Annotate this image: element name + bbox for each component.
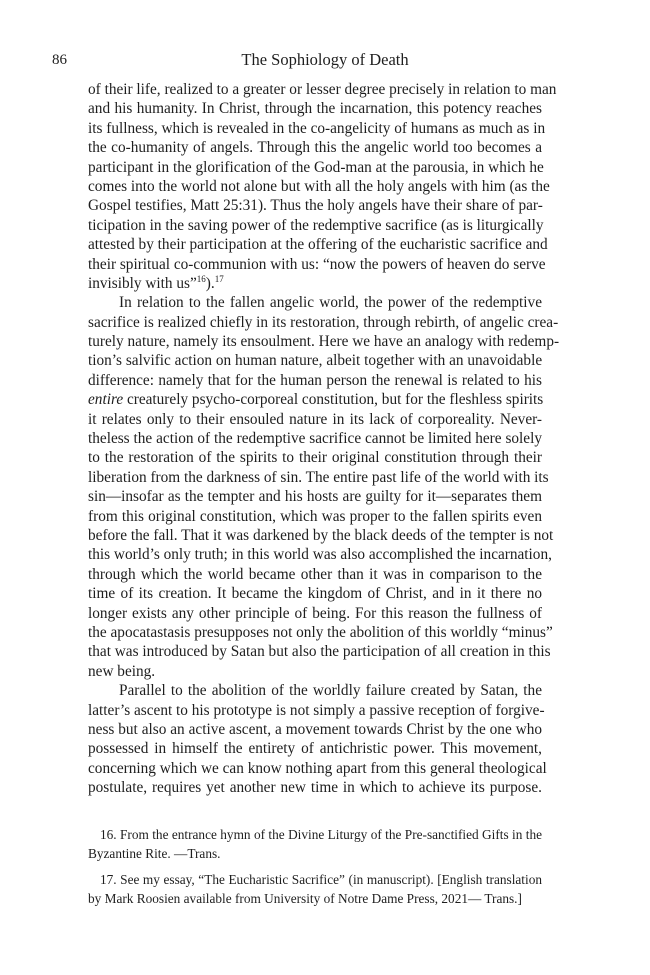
text-span: ). <box>205 274 215 292</box>
footnote-16 <box>88 826 542 863</box>
text-line: ticipation in the saving power of the redemptive sacrifice (as is liturgically <box>88 216 544 234</box>
text-line: attested by their participation at the offering of the eucharistic sacrifice and <box>88 236 548 254</box>
text-line: it relates only to their ensouled nature in its lack of corporeality. Never- <box>88 410 542 428</box>
paragraph-1 <box>88 80 557 293</box>
text-line: this world’s only truth; in this world was also accomplished the incarnation, <box>88 546 552 564</box>
text-line: its fullness, which is revealed in the co-angelicity of humans as much as in <box>88 119 546 137</box>
footnote-17 <box>88 871 542 908</box>
text-line: longer exists any other principle of being. For this reason the fullness of <box>88 604 542 622</box>
text-line <box>88 274 542 293</box>
text-line: Parallel to the abolition of the worldly failure created by Satan, the <box>119 682 542 700</box>
text-line: of their life, realized to a greater or lesser degree precisely in relation to man <box>88 81 557 98</box>
footnote-line: by Mark Roosien available from University of Notre Dame Press, 2021— Trans.] <box>88 890 522 906</box>
footnote-line: 16. From the entrance hymn of the Divine Liturgy of the Pre-sanctified Gifts in the <box>100 827 542 842</box>
text-line: their spiritual co-communion with us: “now the powers of heaven do serve <box>88 255 546 273</box>
text-line: from this original constitution, which was proper to the fallen spirits even <box>88 507 542 525</box>
text-line: theless the action of the redemptive sacrifice cannot be limited here solely <box>88 430 542 448</box>
footnote-ref-17[interactable]: 17 <box>214 273 224 284</box>
text-line: In relation to the fallen angelic world, the power of the redemptive <box>119 294 542 312</box>
footnote-line: Byzantine Rite. —Trans. <box>88 845 221 861</box>
text-line: tion’s salvific action on human nature, albeit together with an unavoidable <box>88 352 543 370</box>
text-line: participant in the glorification of the God-man at the parousia, in which he <box>88 158 544 176</box>
text-line: liberation from the darkness of sin. The entire past life of the world with its <box>88 468 549 486</box>
running-head: The Sophiology of Death <box>241 50 409 69</box>
body-text <box>88 80 560 797</box>
text-line: concerning which we can know nothing apart from this general theological <box>88 759 547 777</box>
text-line: latter’s ascent to his prototype is not simply a passive reception of forgive- <box>88 701 545 719</box>
text-line: through which the world became other than it was in comparison to the <box>88 565 542 583</box>
text-span: creaturely psycho-corporeal constitution, but for the fleshless spirits <box>123 391 544 409</box>
text-line: the co-humanity of angels. Through this the angelic world too becomes a <box>88 139 542 157</box>
emphasis-text: entire <box>88 391 124 409</box>
paragraph-2 <box>88 293 560 681</box>
text-line: time of its creation. It became the kingdom of Christ, and in it there no <box>88 585 542 603</box>
text-line: difference: namely that for the human person the renewal is related to his <box>88 371 542 389</box>
text-line: Gospel testifies, Matt 25:31). Thus the holy angels have their share of par- <box>88 197 543 215</box>
text-line: turely nature, namely its ensoulment. Here we have an analogy with redemp- <box>88 333 560 351</box>
footnotes <box>88 826 542 908</box>
text-line: postulate, requires yet another new time in which to achieve its purpose. <box>88 779 542 797</box>
footnote-ref-16[interactable]: 16 <box>196 273 206 284</box>
text-line: sin—insofar as the tempter and his hosts are guilty for it—separates them <box>88 488 542 506</box>
text-line: the apocatastasis presupposes not only the abolition of this worldly “minus” <box>88 623 553 641</box>
text-line: that was introduced by Satan but also the participation of all creation in this <box>88 643 551 661</box>
text-line: comes into the world not alone but with all the holy angels with him (as the <box>88 177 550 195</box>
text-line: to the restoration of the spirits to their original constitution through their <box>88 449 542 467</box>
paragraph-3 <box>88 681 547 797</box>
text-line <box>88 390 542 409</box>
text-line: and his humanity. In Christ, through the incarnation, this potency reaches <box>88 100 542 118</box>
text-line: before the fall. That it was darkened by the black deeds of the tempter is not <box>88 526 554 544</box>
text-line: ness but also an active ascent, a movement towards Christ by the one who <box>88 720 542 738</box>
text-line: possessed in himself the entirety of antichristic power. This movement, <box>88 740 542 758</box>
text-line: new being. <box>88 662 156 680</box>
footnote-gap <box>88 863 542 871</box>
text-span: invisibly with us” <box>88 274 197 292</box>
page-number: 86 <box>52 52 67 68</box>
text-line: sacrifice is realized chiefly in its restoration, through rebirth, of angelic crea- <box>88 313 559 331</box>
footnote-line: 17. See my essay, “The Eucharistic Sacrifice” (in manuscript). [English translation <box>100 872 542 887</box>
